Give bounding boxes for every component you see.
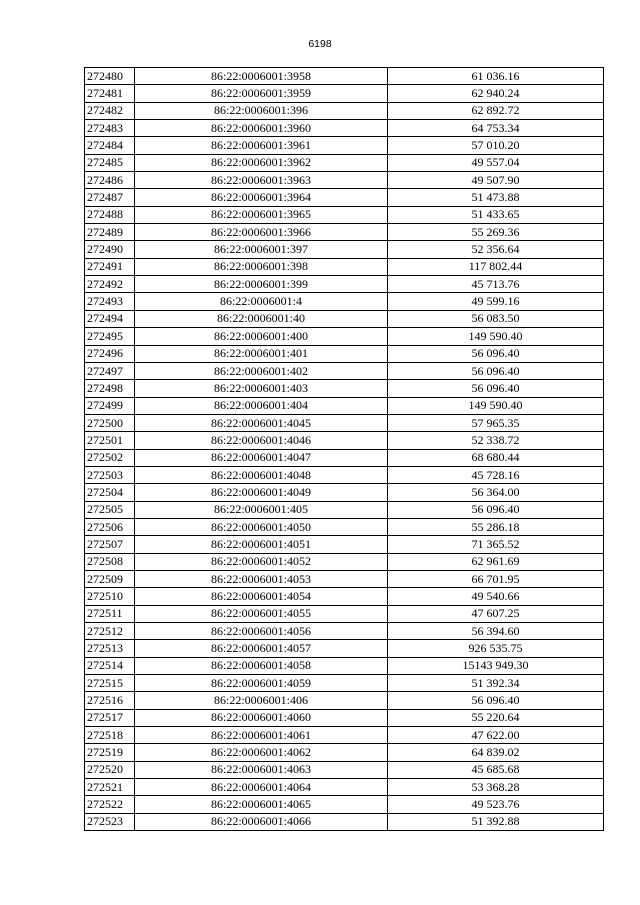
cadastral-value-cell: 56 096.40 xyxy=(388,380,604,397)
cadastral-number-cell: 86:22:0006001:400 xyxy=(135,328,388,345)
cadastral-number-cell: 86:22:0006001:397 xyxy=(135,241,388,258)
row-number-cell: 272511 xyxy=(85,605,135,622)
row-number-cell: 272490 xyxy=(85,241,135,258)
table-row xyxy=(85,484,604,501)
table-row xyxy=(85,501,604,518)
cadastral-value-cell: 62 892.72 xyxy=(388,102,604,119)
row-number-cell: 272506 xyxy=(85,518,135,535)
table-row xyxy=(85,761,604,778)
cadastral-value-cell: 53 368.28 xyxy=(388,779,604,796)
cadastral-value-cell: 56 096.40 xyxy=(388,692,604,709)
table-row xyxy=(85,605,604,622)
row-number-cell: 272491 xyxy=(85,258,135,275)
table-row xyxy=(85,258,604,275)
cadastral-number-cell: 86:22:0006001:3961 xyxy=(135,137,388,154)
cadastral-value-cell: 49 540.66 xyxy=(388,588,604,605)
cadastral-number-cell: 86:22:0006001:405 xyxy=(135,501,388,518)
table-row xyxy=(85,727,604,744)
cadastral-value-cell: 45 728.16 xyxy=(388,466,604,483)
table-row xyxy=(85,449,604,466)
cadastral-number-cell: 86:22:0006001:402 xyxy=(135,362,388,379)
table-row xyxy=(85,623,604,640)
cadastral-number-cell: 86:22:0006001:401 xyxy=(135,345,388,362)
cadastral-value-cell: 51 392.34 xyxy=(388,675,604,692)
cadastral-number-cell: 86:22:0006001:3964 xyxy=(135,189,388,206)
table-row xyxy=(85,120,604,137)
cadastral-value-cell: 56 364.00 xyxy=(388,484,604,501)
table-row xyxy=(85,68,604,85)
table-row xyxy=(85,345,604,362)
cadastral-value-cell: 68 680.44 xyxy=(388,449,604,466)
cadastral-value-cell: 57 965.35 xyxy=(388,414,604,431)
cadastral-number-cell: 86:22:0006001:4065 xyxy=(135,796,388,813)
cadastral-value-cell: 49 507.90 xyxy=(388,172,604,189)
cadastral-value-cell: 45 685.68 xyxy=(388,761,604,778)
cadastral-value-cell: 149 590.40 xyxy=(388,397,604,414)
row-number-cell: 272508 xyxy=(85,553,135,570)
row-number-cell: 272498 xyxy=(85,380,135,397)
cadastral-value-cell: 49 599.16 xyxy=(388,293,604,310)
cadastral-value-cell: 55 220.64 xyxy=(388,709,604,726)
cadastral-value-cell: 51 392.88 xyxy=(388,813,604,830)
cadastral-value-cell: 62 940.24 xyxy=(388,85,604,102)
cadastral-number-cell: 86:22:0006001:4046 xyxy=(135,432,388,449)
row-number-cell: 272482 xyxy=(85,102,135,119)
row-number-cell: 272485 xyxy=(85,154,135,171)
cadastral-value-cell: 45 713.76 xyxy=(388,276,604,293)
cadastral-number-cell: 86:22:0006001:4054 xyxy=(135,588,388,605)
cadastral-value-cell: 66 701.95 xyxy=(388,570,604,587)
row-number-cell: 272497 xyxy=(85,362,135,379)
cadastral-number-cell: 86:22:0006001:4045 xyxy=(135,414,388,431)
table-row xyxy=(85,154,604,171)
cadastral-number-cell: 86:22:0006001:4057 xyxy=(135,640,388,657)
cadastral-value-cell: 71 365.52 xyxy=(388,536,604,553)
table-row xyxy=(85,675,604,692)
row-number-cell: 272504 xyxy=(85,484,135,501)
table-row xyxy=(85,362,604,379)
table-row xyxy=(85,397,604,414)
row-number-cell: 272516 xyxy=(85,692,135,709)
cadastral-number-cell: 86:22:0006001:4064 xyxy=(135,779,388,796)
table-row xyxy=(85,796,604,813)
table-row xyxy=(85,380,604,397)
cadastral-number-cell: 86:22:0006001:4062 xyxy=(135,744,388,761)
table-row xyxy=(85,588,604,605)
row-number-cell: 272502 xyxy=(85,449,135,466)
cadastral-value-cell: 49 557.04 xyxy=(388,154,604,171)
row-number-cell: 272486 xyxy=(85,172,135,189)
cadastral-number-cell: 86:22:0006001:4061 xyxy=(135,727,388,744)
row-number-cell: 272494 xyxy=(85,310,135,327)
table-row xyxy=(85,310,604,327)
cadastral-number-cell: 86:22:0006001:3965 xyxy=(135,206,388,223)
row-number-cell: 272521 xyxy=(85,779,135,796)
table-row xyxy=(85,518,604,535)
cadastral-number-cell: 86:22:0006001:4 xyxy=(135,293,388,310)
cadastral-number-cell: 86:22:0006001:4055 xyxy=(135,605,388,622)
table-row xyxy=(85,779,604,796)
cadastral-value-table xyxy=(84,67,604,831)
cadastral-number-cell: 86:22:0006001:4053 xyxy=(135,570,388,587)
table-row xyxy=(85,102,604,119)
cadastral-number-cell: 86:22:0006001:4058 xyxy=(135,657,388,674)
cadastral-value-cell: 926 535.75 xyxy=(388,640,604,657)
cadastral-number-cell: 86:22:0006001:406 xyxy=(135,692,388,709)
row-number-cell: 272515 xyxy=(85,675,135,692)
row-number-cell: 272487 xyxy=(85,189,135,206)
cadastral-value-cell: 55 269.36 xyxy=(388,224,604,241)
table-row xyxy=(85,293,604,310)
row-number-cell: 272493 xyxy=(85,293,135,310)
row-number-cell: 272507 xyxy=(85,536,135,553)
table-row xyxy=(85,85,604,102)
row-number-cell: 272522 xyxy=(85,796,135,813)
table-row xyxy=(85,744,604,761)
table-row xyxy=(85,553,604,570)
row-number-cell: 272512 xyxy=(85,623,135,640)
cadastral-value-cell: 56 394.60 xyxy=(388,623,604,640)
cadastral-value-cell: 47 622.00 xyxy=(388,727,604,744)
cadastral-number-cell: 86:22:0006001:3962 xyxy=(135,154,388,171)
table-row xyxy=(85,328,604,345)
cadastral-value-cell: 64 839.02 xyxy=(388,744,604,761)
cadastral-value-cell: 47 607.25 xyxy=(388,605,604,622)
table-row xyxy=(85,570,604,587)
cadastral-number-cell: 86:22:0006001:4066 xyxy=(135,813,388,830)
table-row xyxy=(85,276,604,293)
table-row xyxy=(85,692,604,709)
cadastral-value-cell: 56 083.50 xyxy=(388,310,604,327)
cadastral-value-cell: 56 096.40 xyxy=(388,362,604,379)
cadastral-value-cell: 61 036.16 xyxy=(388,68,604,85)
row-number-cell: 272509 xyxy=(85,570,135,587)
row-number-cell: 272488 xyxy=(85,206,135,223)
row-number-cell: 272495 xyxy=(85,328,135,345)
cadastral-number-cell: 86:22:0006001:4059 xyxy=(135,675,388,692)
row-number-cell: 272503 xyxy=(85,466,135,483)
row-number-cell: 272513 xyxy=(85,640,135,657)
cadastral-number-cell: 86:22:0006001:3959 xyxy=(135,85,388,102)
cadastral-number-cell: 86:22:0006001:3958 xyxy=(135,68,388,85)
row-number-cell: 272480 xyxy=(85,68,135,85)
cadastral-number-cell: 86:22:0006001:398 xyxy=(135,258,388,275)
cadastral-value-cell: 51 473.88 xyxy=(388,189,604,206)
table-row xyxy=(85,640,604,657)
table-row xyxy=(85,189,604,206)
row-number-cell: 272492 xyxy=(85,276,135,293)
cadastral-number-cell: 86:22:0006001:4052 xyxy=(135,553,388,570)
table-row xyxy=(85,813,604,830)
cadastral-value-cell: 117 802.44 xyxy=(388,258,604,275)
table-row xyxy=(85,414,604,431)
cadastral-value-cell: 56 096.40 xyxy=(388,501,604,518)
cadastral-number-cell: 86:22:0006001:396 xyxy=(135,102,388,119)
cadastral-value-cell: 57 010.20 xyxy=(388,137,604,154)
row-number-cell: 272505 xyxy=(85,501,135,518)
cadastral-number-cell: 86:22:0006001:4063 xyxy=(135,761,388,778)
cadastral-number-cell: 86:22:0006001:4050 xyxy=(135,518,388,535)
row-number-cell: 272517 xyxy=(85,709,135,726)
row-number-cell: 272510 xyxy=(85,588,135,605)
table-row xyxy=(85,224,604,241)
cadastral-number-cell: 86:22:0006001:4060 xyxy=(135,709,388,726)
table-row xyxy=(85,466,604,483)
row-number-cell: 272483 xyxy=(85,120,135,137)
table-row xyxy=(85,206,604,223)
row-number-cell: 272484 xyxy=(85,137,135,154)
table-row xyxy=(85,536,604,553)
cadastral-value-cell: 55 286.18 xyxy=(388,518,604,535)
cadastral-number-cell: 86:22:0006001:4047 xyxy=(135,449,388,466)
cadastral-value-cell: 62 961.69 xyxy=(388,553,604,570)
row-number-cell: 272496 xyxy=(85,345,135,362)
cadastral-number-cell: 86:22:0006001:4048 xyxy=(135,466,388,483)
table-row xyxy=(85,657,604,674)
cadastral-number-cell: 86:22:0006001:3963 xyxy=(135,172,388,189)
cadastral-number-cell: 86:22:0006001:40 xyxy=(135,310,388,327)
table-row xyxy=(85,709,604,726)
table-row xyxy=(85,432,604,449)
cadastral-value-cell: 15143 949.30 xyxy=(388,657,604,674)
cadastral-number-cell: 86:22:0006001:4049 xyxy=(135,484,388,501)
table-row xyxy=(85,172,604,189)
page-number: 6198 xyxy=(308,38,332,50)
row-number-cell: 272518 xyxy=(85,727,135,744)
cadastral-value-cell: 52 356.64 xyxy=(388,241,604,258)
cadastral-number-cell: 86:22:0006001:4051 xyxy=(135,536,388,553)
row-number-cell: 272481 xyxy=(85,85,135,102)
cadastral-number-cell: 86:22:0006001:399 xyxy=(135,276,388,293)
cadastral-value-cell: 149 590.40 xyxy=(388,328,604,345)
cadastral-number-cell: 86:22:0006001:3966 xyxy=(135,224,388,241)
table-body xyxy=(85,68,604,831)
cadastral-number-cell: 86:22:0006001:3960 xyxy=(135,120,388,137)
row-number-cell: 272489 xyxy=(85,224,135,241)
cadastral-value-cell: 52 338.72 xyxy=(388,432,604,449)
table-row xyxy=(85,241,604,258)
cadastral-number-cell: 86:22:0006001:403 xyxy=(135,380,388,397)
row-number-cell: 272520 xyxy=(85,761,135,778)
cadastral-number-cell: 86:22:0006001:404 xyxy=(135,397,388,414)
row-number-cell: 272519 xyxy=(85,744,135,761)
cadastral-number-cell: 86:22:0006001:4056 xyxy=(135,623,388,640)
cadastral-value-cell: 49 523.76 xyxy=(388,796,604,813)
table-row xyxy=(85,137,604,154)
cadastral-value-cell: 64 753.34 xyxy=(388,120,604,137)
row-number-cell: 272514 xyxy=(85,657,135,674)
row-number-cell: 272523 xyxy=(85,813,135,830)
cadastral-value-cell: 56 096.40 xyxy=(388,345,604,362)
row-number-cell: 272500 xyxy=(85,414,135,431)
row-number-cell: 272499 xyxy=(85,397,135,414)
row-number-cell: 272501 xyxy=(85,432,135,449)
cadastral-value-cell: 51 433.65 xyxy=(388,206,604,223)
